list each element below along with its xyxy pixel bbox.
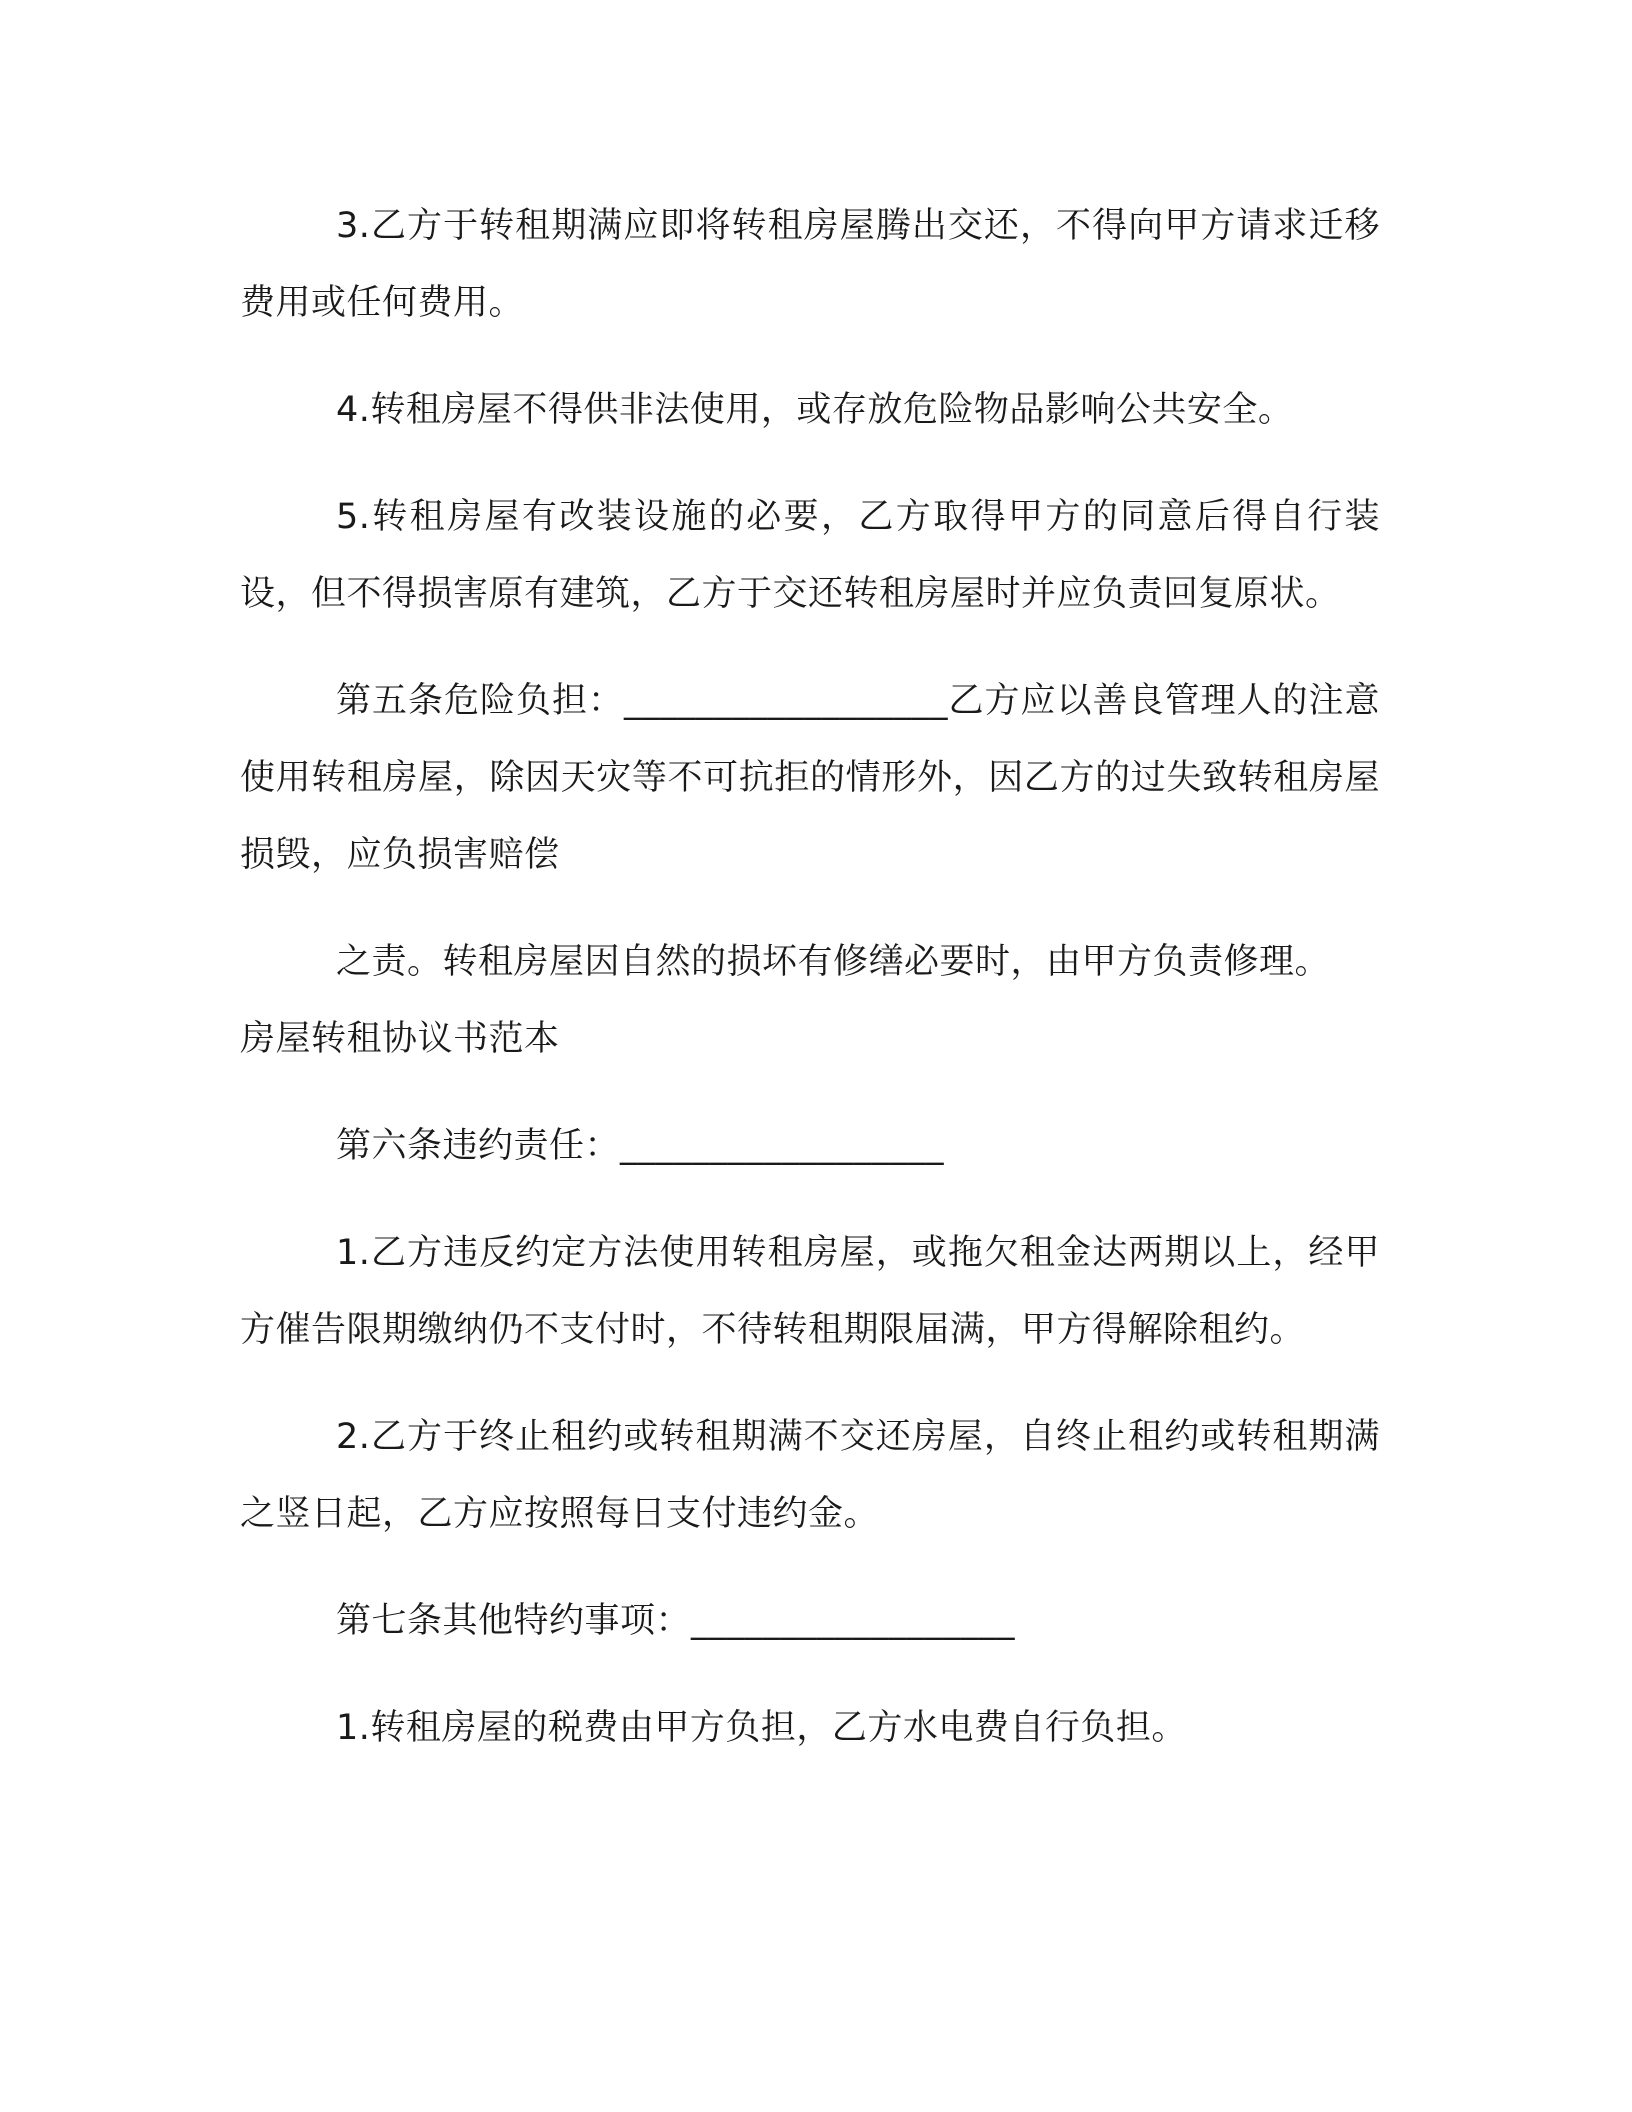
clause-4: 4.转租房屋不得供非法使用，或存放危险物品影响公共安全。 xyxy=(336,390,1294,430)
article-5-risk-burden: 第五条危险负担：__________________乙方应以善良管理人的注意使用转租房屋，除因天灾等不可抗拒的情形外，因乙方的过失致转租房屋损毁，应负损害赔偿 xyxy=(240,681,1380,875)
article-5-continuation: 之责。转租房屋因自然的损坏有修缮必要时，由甲方负责修理。 xyxy=(336,942,1331,982)
clause-5: 5.转租房屋有改装设施的必要，乙方取得甲方的同意后得自行装设，但不得损害原有建筑，乙方于交还转租房屋时并应负责回复原状。 xyxy=(240,497,1380,614)
article-7-clause-1: 1.转租房屋的税费由甲方负担，乙方水电费自行负担。 xyxy=(336,1708,1187,1748)
article-6-clause-1: 1.乙方违反约定方法使用转租房屋，或拖欠租金达两期以上，经甲方催告限期缴纳仍不支付时，不待转租期限届满，甲方得解除租约。 xyxy=(240,1233,1380,1350)
clause-3: 3.乙方于转租期满应即将转租房屋腾出交还，不得向甲方请求迁移费用或任何费用。 xyxy=(240,206,1380,323)
article-7-special-terms: 第七条其他特约事项：__________________ xyxy=(336,1601,1016,1641)
document-title: 房屋转租协议书范本 xyxy=(240,1019,560,1059)
document-body xyxy=(240,188,1380,1797)
article-6-breach: 第六条违约责任：__________________ xyxy=(336,1126,945,1166)
article-6-clause-2: 2.乙方于终止租约或转租期满不交还房屋，自终止租约或转租期满之竖日起，乙方应按照每日支付违约金。 xyxy=(240,1417,1380,1534)
